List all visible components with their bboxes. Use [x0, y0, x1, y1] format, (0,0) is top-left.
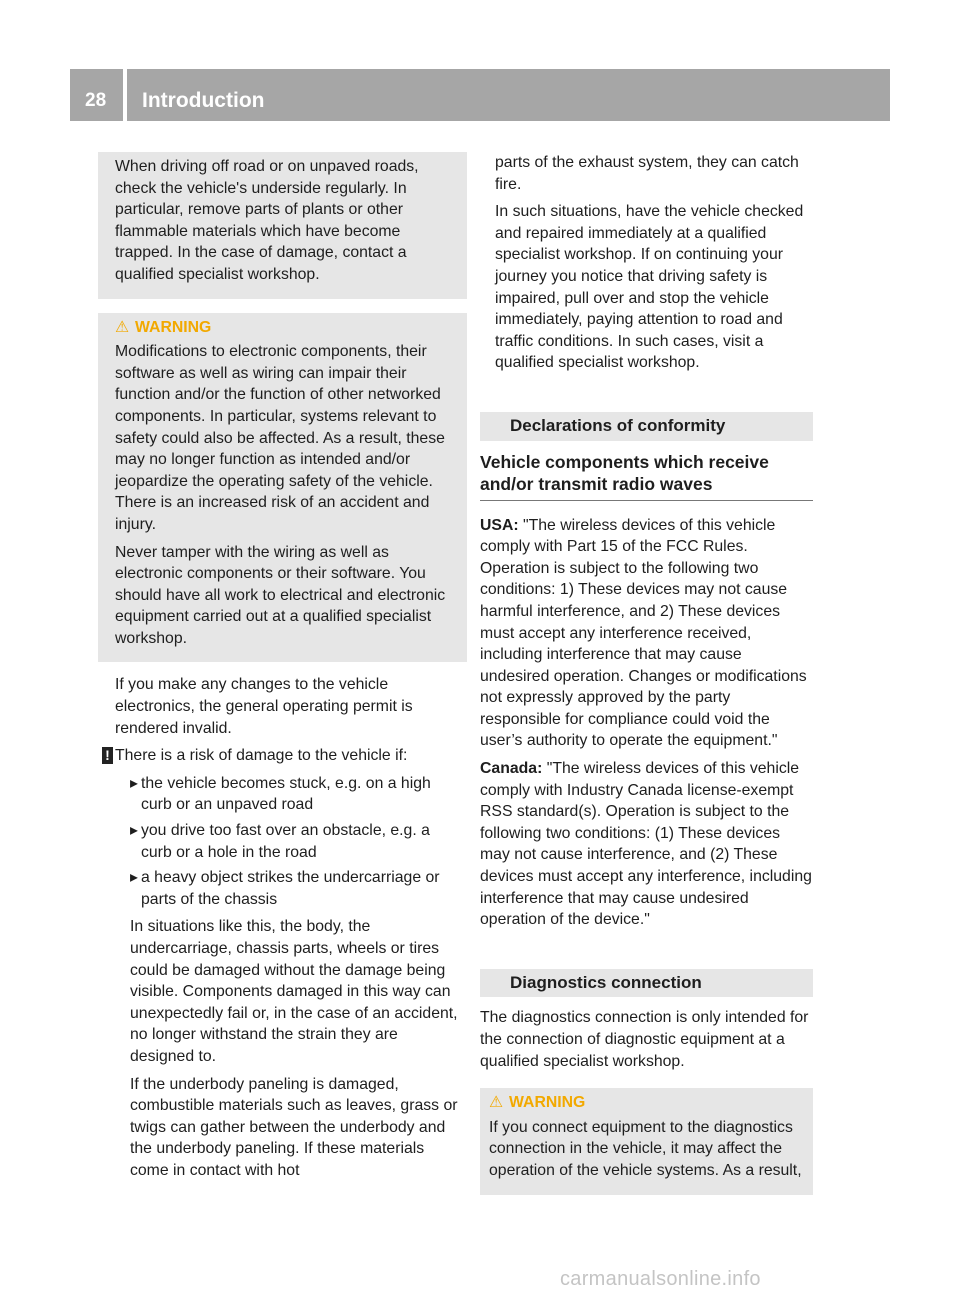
warning-paragraph: Modifications to electronic components, their software as well as wiring can impair their function and/or the function of other networked components. In particular, systems relevant to safety could also be affected. As a result, these may no longer function as intended and/or jeopardize the operating safety of the vehicle. There is an increased risk of an accident and injury. — [115, 343, 445, 533]
notice-lead: There is a risk of damage to the vehicle if: — [115, 747, 408, 765]
subheading-radio-components: Vehicle components which receive and/or transmit radio waves — [480, 451, 813, 501]
notice-paragraph: parts of the exhaust system, they can catch fire. — [495, 154, 799, 193]
offroad-note-box — [98, 152, 467, 299]
warning-triangle-icon: ⚠ — [115, 318, 130, 336]
damage-bullet-list — [115, 773, 460, 911]
warning-title: WARNING — [135, 318, 212, 336]
warning-paragraph: If you connect equipment to the diagnostics connection in the vehicle, it may affect the operation of the vehicle systems. As a result, — [489, 1118, 802, 1179]
notice-paragraph: If the underbody paneling is damaged, combustible materials such as leaves, grass or twigs can gather between the underbody and the underbody paneling. If these materials come in contact with hot — [130, 1075, 458, 1179]
list-item: ▸ a heavy object strikes the undercarriage or parts of the chassis — [130, 867, 460, 910]
exclamation-icon: ! — [102, 747, 113, 764]
warning-heading — [115, 317, 460, 339]
notice-paragraph: In such situations, have the vehicle checked and repaired immediately at a qualified specialist workshop. If on continuing your journey you notice that driving safety is impaired, pull over and stop the vehicle immediately, paying attention to road and traffic conditions. In such cases, visit a qualified specialist workshop. — [495, 203, 804, 372]
left-column — [105, 152, 460, 1188]
notice-continued — [480, 152, 813, 374]
usa-text: "The wireless devices of this vehicle comply with Part 15 of the FCC Rules. Operation is subject to the following two conditions: 1) These devices may not cause harmful interference, and 2) These devices must accept any interference received, including interference that may cause undesired operation. Changes or modifications not expressly approved by the party responsible for compliance could void the user’s authority to operate the equipment." — [480, 516, 807, 750]
notice-paragraph: In situations like this, the body, the undercarriage, chassis parts, wheels or tires could be damaged without the damage being visible. Components damaged in this way can unexpectedly fail or, in the case of an accident, no longer withstand the strain they are designed to. — [130, 918, 458, 1065]
notice-body — [115, 916, 460, 1181]
usa-declaration — [480, 515, 813, 753]
warning-title: WARNING — [509, 1094, 586, 1112]
page-header — [70, 69, 890, 121]
diagnostics-paragraph: The diagnostics connection is only intended for the connection of diagnostic equipment at a qualified specialist workshop. — [480, 1009, 809, 1070]
watermark: carmanualsonline.info — [560, 1268, 761, 1290]
page-number: 28 — [85, 90, 107, 111]
right-column — [480, 152, 813, 1195]
list-item: ▸ you drive too fast over an obstacle, e.g. a curb or a hole in the road — [130, 820, 460, 863]
section-heading-declarations: Declarations of conformity — [480, 412, 813, 441]
usa-label: USA: — [480, 516, 519, 534]
body-paragraph: If you make any changes to the vehicle electronics, the general operating permit is rendered invalid. — [115, 676, 413, 737]
warning-box-electronics — [98, 313, 467, 663]
canada-declaration — [480, 758, 813, 931]
canada-label: Canada: — [480, 760, 543, 778]
section-heading-diagnostics: Diagnostics connection — [480, 969, 813, 998]
offroad-note-text: When driving off road or on unpaved roads, check the vehicle's underside regularly. In particular, remove parts of plants or other flammable materials which have become trapped. In the case of damage, contact a qualified specialist workshop. — [115, 158, 419, 283]
canada-text: "The wireless devices of this vehicle comply with Industry Canada license-exempt RSS standard(s). Operation is subject to the following two conditions: (1) These devices may not cause interference, and (2) These devices must accept any interference, including interference that may cause undesired operation of the device." — [480, 760, 812, 929]
warning-box-diagnostics — [480, 1088, 813, 1194]
warning-heading — [489, 1092, 806, 1114]
section-title-box — [127, 69, 890, 121]
section-title: Introduction — [142, 89, 265, 112]
warning-paragraph: Never tamper with the wiring as well as electronic components or their software. You should have all work to electrical and electronic equipment carried out at a qualified specialist workshop. — [115, 543, 446, 647]
page-number-box — [70, 69, 123, 121]
list-item: ▸ the vehicle becomes stuck, e.g. on a high curb or an unpaved road — [130, 773, 460, 816]
damage-notice — [98, 745, 460, 767]
warning-triangle-icon: ⚠ — [489, 1094, 504, 1112]
